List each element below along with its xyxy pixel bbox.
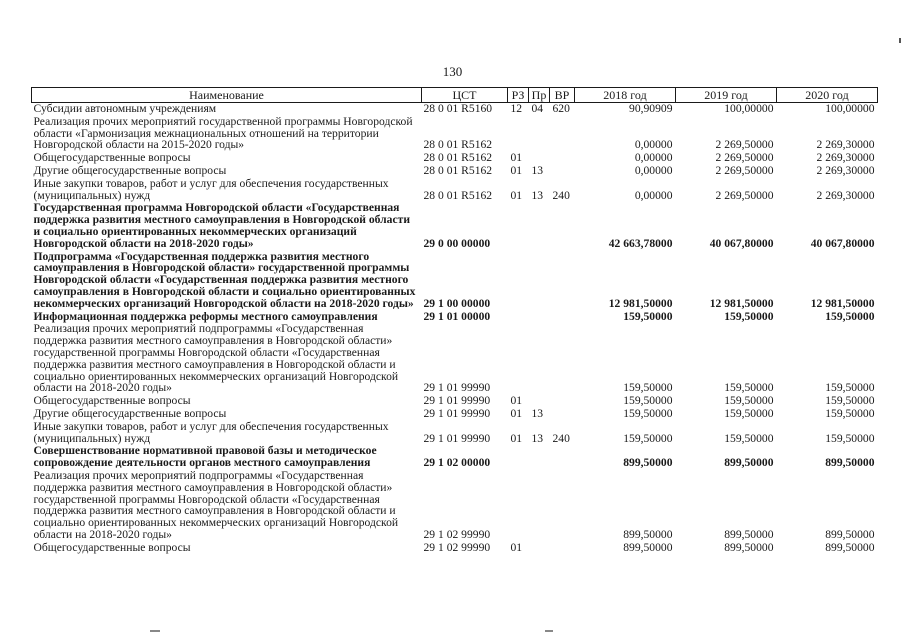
- cell-2020: 899,50000: [825, 540, 875, 554]
- cell-2019: 159,50000: [724, 406, 774, 420]
- cell-2019: 159,50000: [724, 381, 774, 395]
- header-name: Наименование: [32, 88, 422, 103]
- table-row: [32, 445, 878, 470]
- cell-name: Другие общегосударственные вопросы: [33, 406, 227, 420]
- cell-2020: 899,50000: [825, 527, 875, 541]
- header-row: [32, 88, 878, 103]
- cell-cst: 29 1 02 99990: [423, 527, 491, 541]
- cell-2018: 159,50000: [623, 381, 673, 395]
- cell-vr: [550, 165, 575, 178]
- cell-name: Реализация прочих мероприятий подпрограммы «Государственная поддержка развития местного самоуправления в Новгородской области» государственной программы Новгородской области «Государственная поддержка развития местного самоуправления в Новгородской области и социально ориентированных некоммерческих организаций Новгородской области на 2018-2020 годы»: [33, 322, 399, 395]
- scan-edge-mark: [899, 38, 901, 43]
- cell-rz: [508, 445, 529, 470]
- table-row: [32, 421, 878, 446]
- cell-vr: [550, 152, 575, 165]
- cell-2018: 159,50000: [623, 406, 673, 420]
- cell-rz: 12: [510, 102, 523, 115]
- header-2020: 2020 год: [777, 88, 878, 103]
- cell-2019: 899,50000: [724, 540, 774, 554]
- cell-vr: [550, 251, 575, 311]
- cell-name: Субсидии автономным учреждениям: [33, 102, 217, 115]
- cell-name: Реализация прочих мероприятий государственной программы Новгородской области «Гармонизация межнациональных отношений на территории Новгородской области на 2015-2020 годы»: [33, 114, 413, 152]
- cell-2018: 0,00000: [634, 151, 673, 165]
- cell-2020: 40 067,80000: [810, 236, 875, 250]
- cell-cst: 29 1 02 99990: [423, 540, 491, 554]
- cell-name: Государственная программа Новгородской области «Государственная поддержка развития местного самоуправления в Новгородской области и социально ориентированных некоммерческих организаций Новгородской области на 2018-2020 годы»: [33, 201, 411, 250]
- cell-2020: 159,50000: [825, 406, 875, 420]
- cell-pr: [529, 445, 550, 470]
- cell-2019: 899,50000: [724, 527, 774, 541]
- cell-rz: [508, 323, 529, 395]
- cell-cst: 29 1 02 00000: [423, 456, 491, 470]
- cell-rz: 01: [510, 540, 523, 554]
- cell-vr: 620: [552, 102, 570, 115]
- cell-rz: 01: [510, 431, 523, 445]
- cell-rz: [508, 202, 529, 250]
- cell-2019: 899,50000: [724, 456, 774, 470]
- cell-pr: [529, 323, 550, 395]
- cell-cst: 29 1 01 99990: [423, 406, 491, 420]
- cell-rz: 01: [510, 394, 523, 408]
- table-row: [32, 116, 878, 152]
- scan-artifact: [150, 630, 160, 632]
- page-number: 130: [442, 64, 463, 79]
- table-header: [32, 88, 878, 103]
- cell-name: Иные закупки товаров, работ и услуг для обеспечения государственных (муниципальных) нужд: [33, 176, 389, 202]
- cell-vr: 240: [552, 431, 570, 445]
- cell-2018: 42 663,78000: [608, 236, 673, 250]
- cell-2018: 90,90909: [629, 102, 673, 115]
- cell-2018: 0,00000: [634, 163, 673, 177]
- cell-2018: 0,00000: [634, 188, 673, 202]
- budget-table: [31, 87, 878, 554]
- cell-pr: [529, 251, 550, 311]
- cell-cst: 29 1 01 99990: [423, 381, 491, 395]
- cell-vr: [550, 116, 575, 152]
- cell-pr: [529, 470, 550, 542]
- cell-2018: 12 981,50000: [608, 296, 673, 310]
- cell-pr: 13: [531, 406, 544, 420]
- cell-pr: [529, 202, 550, 250]
- cell-cst: 28 0 01 R5162: [423, 188, 493, 202]
- cell-pr: [529, 116, 550, 152]
- table-row: [32, 470, 878, 542]
- cell-name: Общегосударственные вопросы: [33, 151, 191, 165]
- table-row: [32, 408, 878, 421]
- cell-2019: 2 269,50000: [715, 163, 774, 177]
- cell-2019: 2 269,50000: [715, 151, 774, 165]
- cell-2018: 899,50000: [623, 456, 673, 470]
- cell-name: Подпрограмма «Государственная поддержка развития местного самоуправления в Новгородской области» государственной программы Новгородской области «Государственная поддержка развития местного самоуправления в Новгородской области и социально ориентированных некоммерческих организаций Новгородской области на 2018-2020 годы»: [33, 249, 416, 310]
- cell-name: Другие общегосударственные вопросы: [33, 163, 227, 177]
- cell-rz: [508, 470, 529, 542]
- cell-cst: 29 1 01 00000: [423, 309, 491, 323]
- header-pr: Пр: [529, 88, 550, 103]
- table-row: [32, 251, 878, 311]
- table-row: [32, 202, 878, 250]
- cell-vr: [550, 323, 575, 395]
- cell-2018: 899,50000: [623, 527, 673, 541]
- cell-2019: 40 067,80000: [709, 236, 774, 250]
- cell-2018: 159,50000: [623, 309, 673, 323]
- cell-2020: 159,50000: [825, 431, 875, 445]
- cell-name: Реализация прочих мероприятий подпрограммы «Государственная поддержка развития местного самоуправления в Новгородской области» государственной программы Новгородской области «Государственная поддержка развития местного самоуправления в Новгородской области и социально ориентированных некоммерческих организаций Новгородской области на 2018-2020 годы»: [33, 468, 399, 541]
- cell-rz: 01: [510, 163, 523, 177]
- cell-name: Иные закупки товаров, работ и услуг для обеспечения государственных (муниципальных) нужд: [33, 419, 389, 445]
- cell-2020: 159,50000: [825, 309, 875, 323]
- table-body: [32, 103, 878, 555]
- cell-pr: 13: [531, 188, 544, 202]
- cell-2019: 159,50000: [724, 431, 774, 445]
- cell-cst: 29 1 00 00000: [423, 296, 491, 310]
- table-row: [32, 323, 878, 395]
- cell-2020: 100,00000: [825, 102, 875, 115]
- cell-2020: 159,50000: [825, 381, 875, 395]
- cell-cst: 28 0 01 R5162: [423, 151, 493, 165]
- header-2018: 2018 год: [575, 88, 676, 103]
- cell-vr: [550, 445, 575, 470]
- header-2019: 2019 год: [676, 88, 777, 103]
- cell-pr: 13: [531, 163, 544, 177]
- cell-pr: 13: [531, 431, 544, 445]
- cell-2019: 159,50000: [724, 309, 774, 323]
- cell-2018: 159,50000: [623, 431, 673, 445]
- cell-2018: 899,50000: [623, 540, 673, 554]
- header-vr: ВР: [550, 88, 575, 103]
- cell-pr: [529, 395, 550, 408]
- cell-rz: [508, 116, 529, 152]
- scan-artifact: [545, 630, 553, 632]
- cell-2019: 2 269,50000: [715, 138, 774, 152]
- table-row: [32, 103, 878, 116]
- cell-pr: [529, 542, 550, 555]
- cell-cst: 29 1 01 99990: [423, 431, 491, 445]
- cell-vr: [550, 395, 575, 408]
- cell-rz: 01: [510, 151, 523, 165]
- cell-name: Информационная поддержка реформы местного самоуправления: [33, 309, 378, 323]
- table-row: [32, 165, 878, 178]
- cell-vr: 240: [552, 188, 570, 202]
- cell-vr: [550, 202, 575, 250]
- cell-2019: 12 981,50000: [709, 296, 774, 310]
- cell-cst: 29 0 00 00000: [423, 236, 491, 250]
- table-row: [32, 395, 878, 408]
- cell-2020: 2 269,30000: [816, 188, 875, 202]
- cell-rz: [508, 251, 529, 311]
- cell-2018: 0,00000: [634, 138, 673, 152]
- table-row: [32, 178, 878, 203]
- cell-rz: 01: [510, 188, 523, 202]
- cell-2018: 159,50000: [623, 394, 673, 408]
- cell-vr: [550, 408, 575, 421]
- cell-name: Общегосударственные вопросы: [33, 540, 191, 554]
- cell-cst: 28 0 01 R5160: [423, 102, 493, 115]
- cell-rz: [508, 311, 529, 324]
- cell-2020: 159,50000: [825, 394, 875, 408]
- cell-name: Общегосударственные вопросы: [33, 394, 191, 408]
- cell-2020: 2 269,30000: [816, 138, 875, 152]
- cell-2020: 899,50000: [825, 456, 875, 470]
- cell-vr: [550, 311, 575, 324]
- cell-rz: 01: [510, 406, 523, 420]
- cell-pr: 04: [531, 102, 544, 115]
- table-row: [32, 542, 878, 555]
- cell-cst: 28 0 01 R5162: [423, 138, 493, 152]
- cell-2020: 2 269,30000: [816, 163, 875, 177]
- header-cst: ЦСТ: [422, 88, 508, 103]
- cell-2020: 2 269,30000: [816, 151, 875, 165]
- header-rz: РЗ: [508, 88, 529, 103]
- cell-pr: [529, 311, 550, 324]
- cell-vr: [550, 542, 575, 555]
- cell-2020: 12 981,50000: [810, 296, 875, 310]
- cell-2019: 159,50000: [724, 394, 774, 408]
- cell-cst: 29 1 01 99990: [423, 394, 491, 408]
- cell-name: Совершенствование нормативной правовой базы и методическое сопровождение деятельности органов местного самоуправления: [33, 444, 377, 470]
- cell-cst: 28 0 01 R5162: [423, 163, 493, 177]
- cell-2019: 2 269,50000: [715, 188, 774, 202]
- cell-2019: 100,00000: [724, 102, 774, 115]
- cell-vr: [550, 470, 575, 542]
